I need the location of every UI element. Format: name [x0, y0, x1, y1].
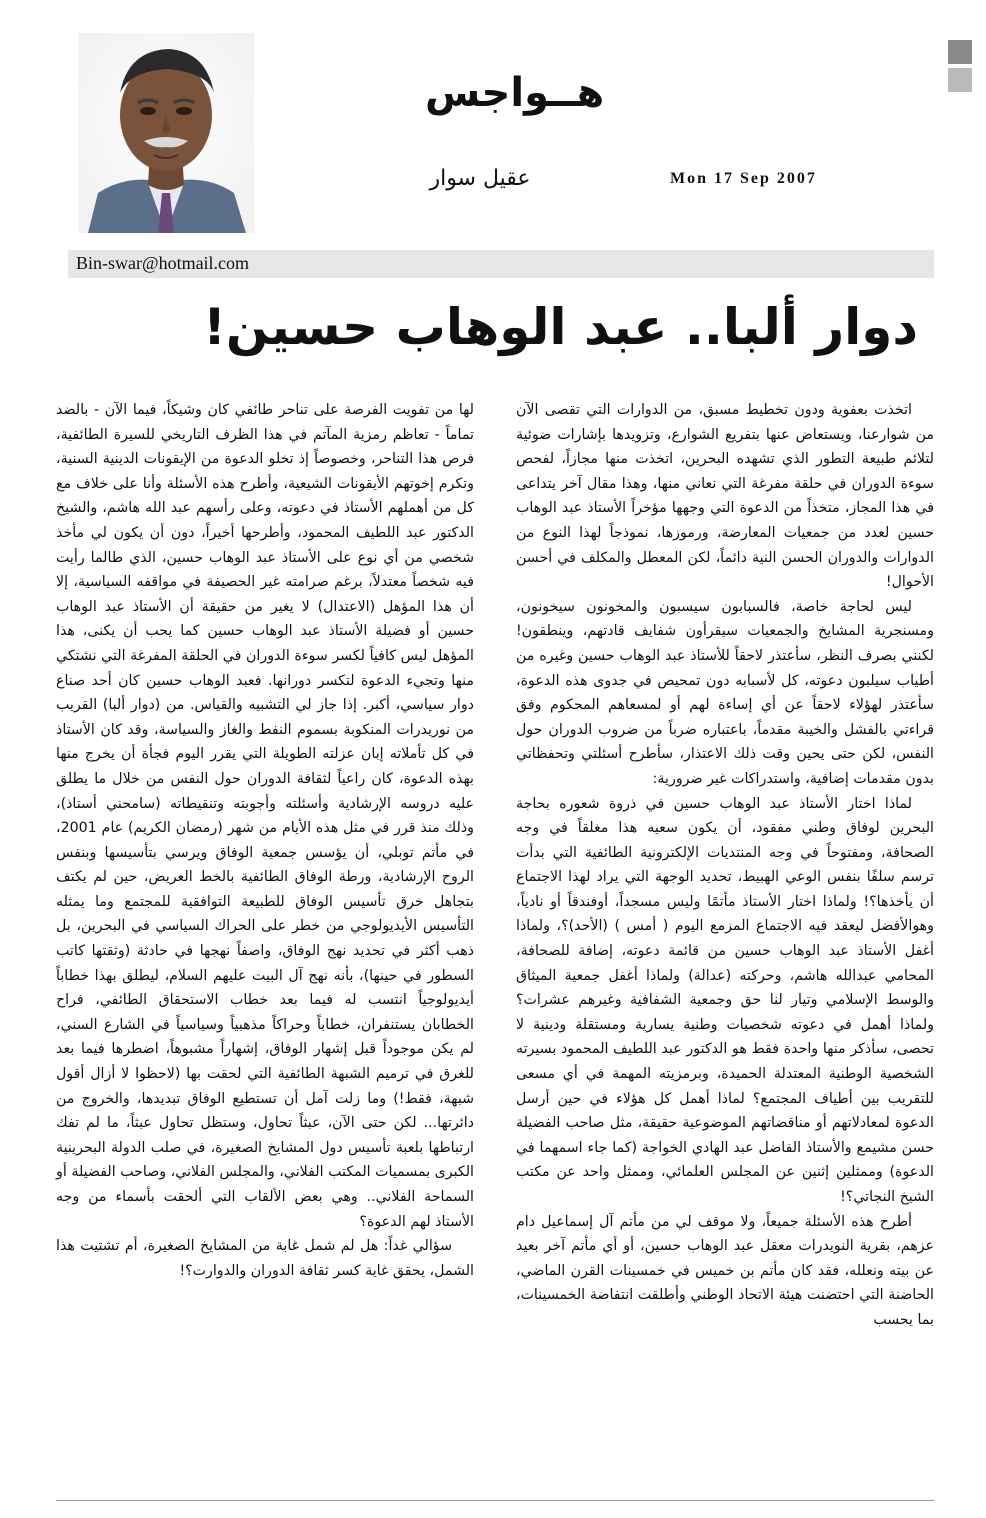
column-title: هــواجس	[425, 70, 605, 116]
paragraph: أطرح هذه الأسئلة جميعاً، ولا موقف لي من مأتم آل إسماعيل دام عزهم، بقرية النويدرات معقل عبد الوهاب حسين، أو أي مأتم آخر بعيد عن بيته ونعلله، فقد كان مأتم بن خميس في خمسينات القرن الماضي، الحاضنة التي احتضنت هيئة الاتحاد الوطني وأطلقت انتفاضة الخمسينات، بما يحسب	[516, 1213, 934, 1328]
paragraph: سؤالي غداً: هل لم شمل غابة من المشايخ الصغيرة، أم تشتيت هذا الشمل، يحقق غاية كسر ثقافة الدوران والدوارت؟!	[56, 1238, 474, 1279]
article-column-left	[56, 398, 474, 1283]
email-bar	[68, 250, 934, 278]
article-headline: دوار ألبا.. عبد الوهاب حسين!	[203, 298, 918, 356]
article-column-right	[516, 398, 934, 1333]
corner-mark	[948, 68, 972, 92]
author-email[interactable]: Bin-swar@hotmail.com	[76, 253, 250, 273]
corner-mark	[948, 40, 972, 64]
paragraph: لماذا اختار الأستاذ عبد الوهاب حسين في ذروة شعوره بحاجة البحرين لوفاق وطني مفقود، أن يكون سعيه هذا مغلقاً في وجه الصحافة، ومفتوحاً في وجه المنتديات الإلكترونية الطائفية التي بدأت ترسم سلفًا بنفس الوعي الهبيط، تحديد الوجهة التي يراد لهذا الاجتماع أن يأخذها؟! ولماذا اختار الأستاذ مأتمًا وليس مسجداً، أوفندقاً أو نادياً، وهوالأفضل ليعقد فيه الاجتماع المزمع اليوم ( أمس ) (الأحد)؟، ولماذا أغفل الأستاذ عبد الوهاب حسين من قائمة دعوته، إضافة للصحافة، المحامي عبدالله هاشم، وحركته (عدالة) ولماذا أغفل جمعية الميثاق والوسط الإسلامي وتيار لنا حق وجمعية الشفافية وغيرهم عشرات؟ ولماذا أهمل في دعوته شخصيات وطنية يسارية ومستقلة ودينية لا تحصى، سأذكر منها واحدة فقط هو الدكتور عبد اللطيف المحمود بسيرته الشخصية الوطنية المعتدلة الحميدة، وبرمزيته المهمة في أي مسعى للتقريب بين أطياف المجتمع؟ لماذا أهمل كل هؤلاء في حين أرسل الدعوة لمعادلاتهم أو مناقضاتهم الموضوعية حقيقة، مثل صاحب الفضيلة حسن مشيمع والأستاذ الفاضل عبد الهادي الخواجة (كما جاء اسمهما في الدعوة) وممثلين إثنين عن المجلس العلمائي، وممثل واحد عن مكتب الشيخ النجاتي؟!	[516, 795, 934, 1205]
bottom-divider	[56, 1500, 934, 1501]
paragraph: ليس لحاجة خاصة، فالسبابون سيسبون والمخونون سيخونون، ومسنجرية المشايخ والجمعيات سيقرأون شفايف قادتهم، وينطقون! لكنني بصرف النظر، سأعتذر لاحقاً للأستاذ عبد الوهاب حسين وغيره من أطياب سيلبون دعوته، كل لأسبابه دون تمحيص في جدوى هذه الدعوة، سأعتذر لهؤلاء لاحقاً عن أي إساءة لهم أو لمسعاهم المحكوم وفق قراءتي بالفشل والخيبة مقدماً، باعتباره ضرباً من ضروب الدوران حول النفس، لكن حتى يحين وقت ذلك الاعتذار، سأطرح أسئلتي وتحفظاتي بدون مقدمات إضافية، واستدراكات غير ضرورية:	[516, 598, 934, 787]
publish-date: Mon 17 Sep 2007	[670, 170, 817, 187]
author-name: عقيل سوار	[429, 166, 531, 191]
author-portrait	[78, 33, 254, 233]
paragraph: لها من تفويت الفرصة على تناحر طائفي كان وشيكاً، فيما الآن - بالضد تماماً - تعاظم رمزية المآتم في هذا الظرف التاريخي للسيرة الطائفية، فرص هذا التناحر، وخصوصاً إذ تخلو الدعوة من الإيقونات الدينية السنية، وتكرم إخوتهم الأيقونات الشيعية، وأطرح هذه الأسئلة وأنا على خلاف مع كل من أهملهم الأستاذ في دعوته، وعلى رأسهم عبد الله هاشم، والشيخ الدكتور عبد اللطيف المحمود، وأطرحها أخيراً، دون أن يكون لي مأخذ شخصي من أي نوع على الأستاذ عبد الوهاب حسين، الذي طالما رأيت فيه شخصاً معتدلاً، برغم صرامته غير الحصيفة في مواقفه السياسية، إلا أن هذا المؤهل (الاعتدال) لا يغير من حقيقة أن الأستاذ عبد الوهاب حسين أو فضيلة الأستاذ عبد الوهاب حسين كما يحب أن يكنى، هذا المؤهل ليس كافياً لكسر سوءة الدوران في الحلقة المفرغة التي نشتكي منها وتجيء الدعوة لتكسر دورانها. فعبد الوهاب حسين كان أحد صناع دوار سياسي، أكبر. إذا جاز لي التشبيه والقياس. من (دوار ألبا) القريب من نوريدرات المنكوبة بسموم النفط والغاز والسياسة، وقد كان الأستاذ في كل تأملاته إبان عزلته الطويلة التي يقرر اليوم فجأة أن يخرج منها بهذه الدعوة، كان راعياً لثقافة الدوران حول النفس من خلال ما يطلق عليه دروسه الإرشادية وأسئلته وأجوبته وتنقيطاته (سامحني أستاذ)، وذلك منذ قرر في مثل هذه الأيام من شهر (رمضان الكريم) عام 2001، في مأتم توبلي، أن يؤسس جمعية الوفاق ويرسي بتأسيسها وبنفس الروح الإرشادية، ورطة الوفاق الطائفية بالخط العريض، حين لم يكتف بتجاهل خرق تأسيس الوفاق للطبيعة التوافقية للمجتمع وما يمثله التأسيس الأيديولوجي من خطر على الحراك السياسي في البحرين، بل ذهب أكثر في تحديد نهج الوفاق، واصفاً نهجها في حادثة (وثقتها كاتب السطور في حينها)، بأنه نهج آل البيت عليهم السلام، ليطلق بهذا خطاباً أيديولوجياً انتسب له فيما بعد خطاب الاستحقاق الطائفي، فراح الخطابان يستنفران، خطاباً وحراكاً مذهبياً وسياسياً في الشارع السني، لم يكن موجوداً قبل إشهار الوفاق، إشهاراً مشبوهاً، اضطرها فيما بعد للغرق في ترميم الشبهة الطائفية التي لحقت بها (لاحظوا لا أزال أقول شبهة، فقط!) وما زلت آمل أن تستطيع الوفاق تبديدها، والخروج من دائرتها... لكن حتى الآن، عبثاً تحاول، وستظل تحاول عبثاً، ما لم تفك ارتباطها بلعبة تأسيس دول المشايخ الصغيرة، في صلب الدولة البحرينية الكبرى بمسميات المكتب الفلاني، والمجلس الفلاني، وصاحب الفضيلة أو السماحة الفلاني.. وهي بعض الألقاب التي ألحقت بأسماء من وجه الأستاذ لهم الدعوة؟	[56, 402, 474, 1230]
paragraph: اتخذت بعفوية ودون تخطيط مسبق، من الدوارات التي تقصى الآن من شوارعنا، ويستعاض عنها بتفريع الشوارع، وتزويدها بإشارات ضوئية لتلائم طبيعة التطور الذي تشهده البحرين، اتخذت منها مجازاً، لفحص سوءة الدوران في حلقة مفرغة التي نعاني منها، وهذا مقال آخر يتداعى في هذا المجاز، متخذاً من الدعوة التي وجهها مؤخراً الأستاذ عبد الوهاب حسين لعدد من جمعيات المعارضة، ورموزها، نموذجاً لهذا النوع من الدوارات والدوران الحسن النية دائماً، لكن المعطل والمكلف في أحسن الأحوال!	[516, 402, 934, 591]
